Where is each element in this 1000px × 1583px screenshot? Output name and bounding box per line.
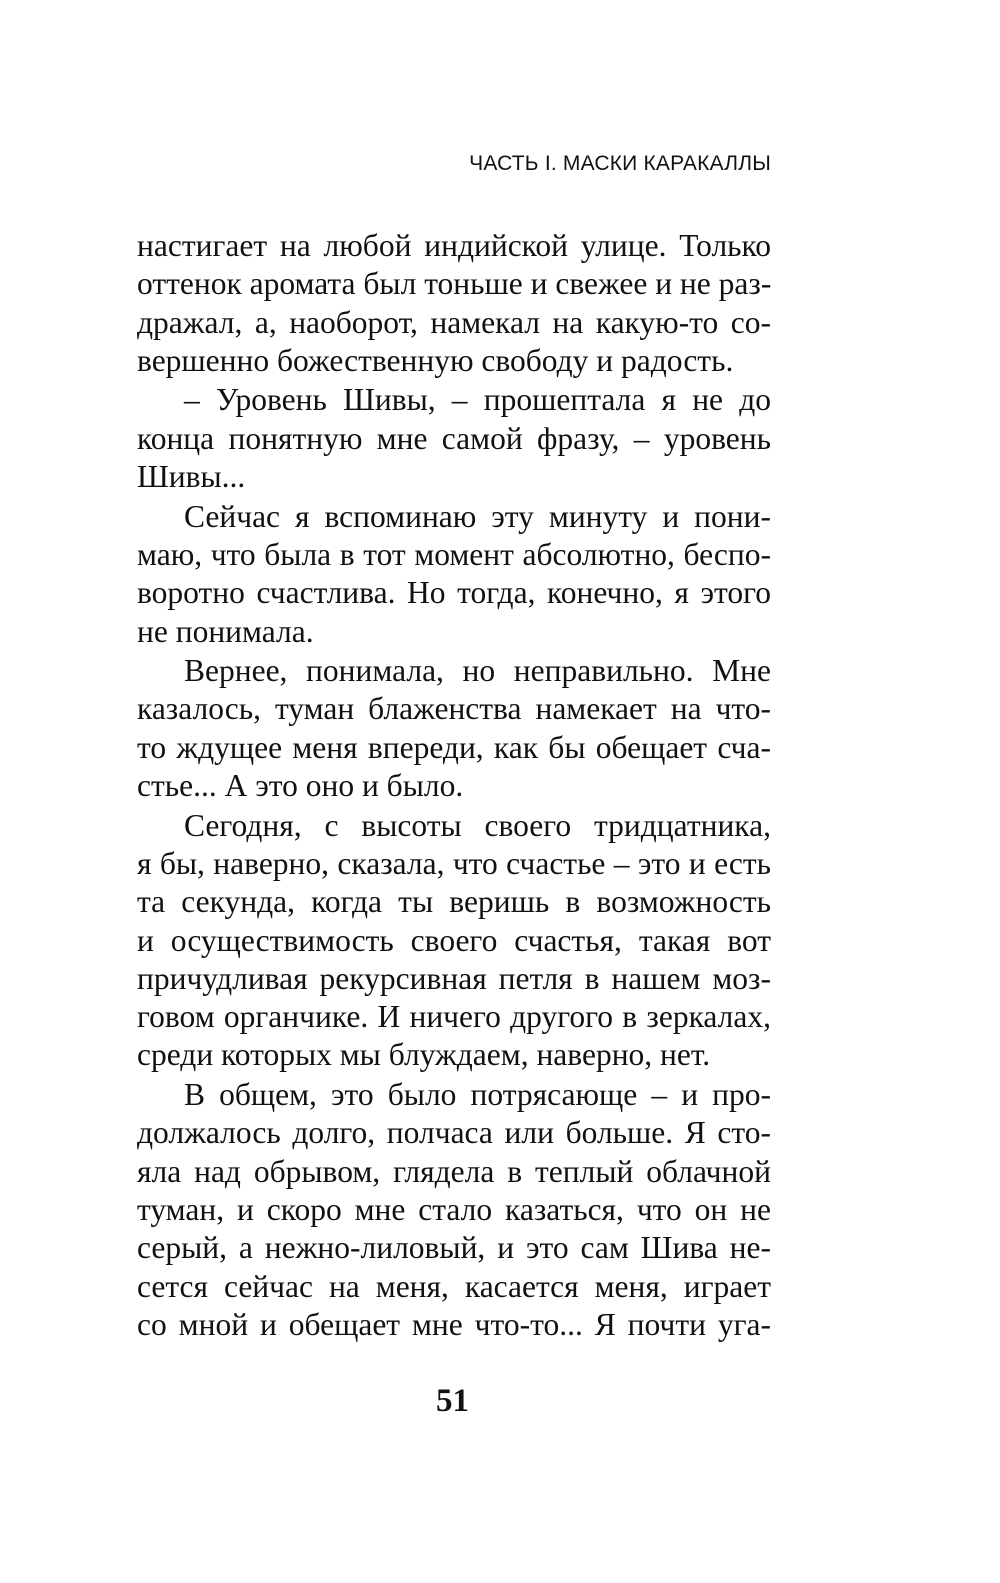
- text-line: воротно счастлива. Но тогда, конечно, я этого: [137, 575, 771, 611]
- text-line: со мной и обещает мне что-то... Я почти уга-: [137, 1306, 771, 1342]
- text-line: казалось, туман блаженства намекает на что-: [137, 691, 771, 727]
- text-line: Шивы...: [137, 459, 246, 495]
- paragraph: [137, 227, 771, 380]
- text-line: В общем, это было потрясающе – и про-: [184, 1077, 771, 1113]
- text-line: и осуществимость своего счастья, такая вот: [137, 922, 771, 958]
- text-line: говом органчике. И ничего другого в зеркалах,: [137, 999, 771, 1035]
- text-line: Сегодня, с высоты своего тридцатника,: [184, 807, 771, 843]
- text-line: не понимала.: [137, 613, 314, 649]
- text-line: среди которых мы блуждаем, наверно, нет.: [137, 1037, 711, 1073]
- paragraph: [137, 807, 771, 1075]
- paragraph: [137, 381, 771, 496]
- text-line: причудливая рекурсивная петля в нашем моз-: [137, 960, 771, 996]
- text-line: яла над обрывом, глядела в теплый облачной: [137, 1153, 771, 1189]
- running-header: ЧАСТЬ I. МАСКИ КАРАКАЛЛЫ: [469, 152, 771, 175]
- body-text: [137, 227, 771, 1344]
- page-number: 51: [436, 1383, 469, 1419]
- text-line: сется сейчас на меня, касается меня, играет: [137, 1268, 771, 1304]
- text-line: должалось долго, полчаса или больше. Я сто-: [137, 1115, 771, 1151]
- paragraph: [137, 1076, 771, 1344]
- text-line: – Уровень Шивы, – прошептала я не до: [184, 382, 771, 418]
- paragraph: [137, 498, 771, 651]
- text-line: вершенно божественную свободу и радость.: [137, 342, 734, 378]
- text-line: Вернее, понимала, но неправильно. Мне: [184, 653, 771, 689]
- text-line: та секунда, когда ты веришь в возможность: [137, 884, 771, 920]
- text-line: маю, что была в тот момент абсолютно, беспо-: [137, 536, 771, 572]
- text-line: стье... А это оно и было.: [137, 768, 464, 804]
- text-line: серый, а нежно-лиловый, и это сам Шива не-: [137, 1230, 771, 1266]
- text-line: Сейчас я вспоминаю эту минуту и пони-: [184, 498, 771, 534]
- paragraph: [137, 652, 771, 805]
- text-line: настигает на любой индийской улице. Только: [137, 228, 771, 263]
- text-line: конца понятную мне самой фразу, – уровень: [137, 420, 771, 456]
- text-line: оттенок аромата был тоньше и свежее и не раз-: [137, 266, 772, 302]
- text-line: дражал, а, наоборот, намекал на какую-то со-: [137, 304, 771, 340]
- text-line: я бы, наверно, сказала, что счастье – это и есть: [137, 845, 771, 881]
- text-line: туман, и скоро мне стало казаться, что он не: [137, 1191, 771, 1227]
- text-line: то ждущее меня впереди, как бы обещает сча-: [137, 729, 771, 765]
